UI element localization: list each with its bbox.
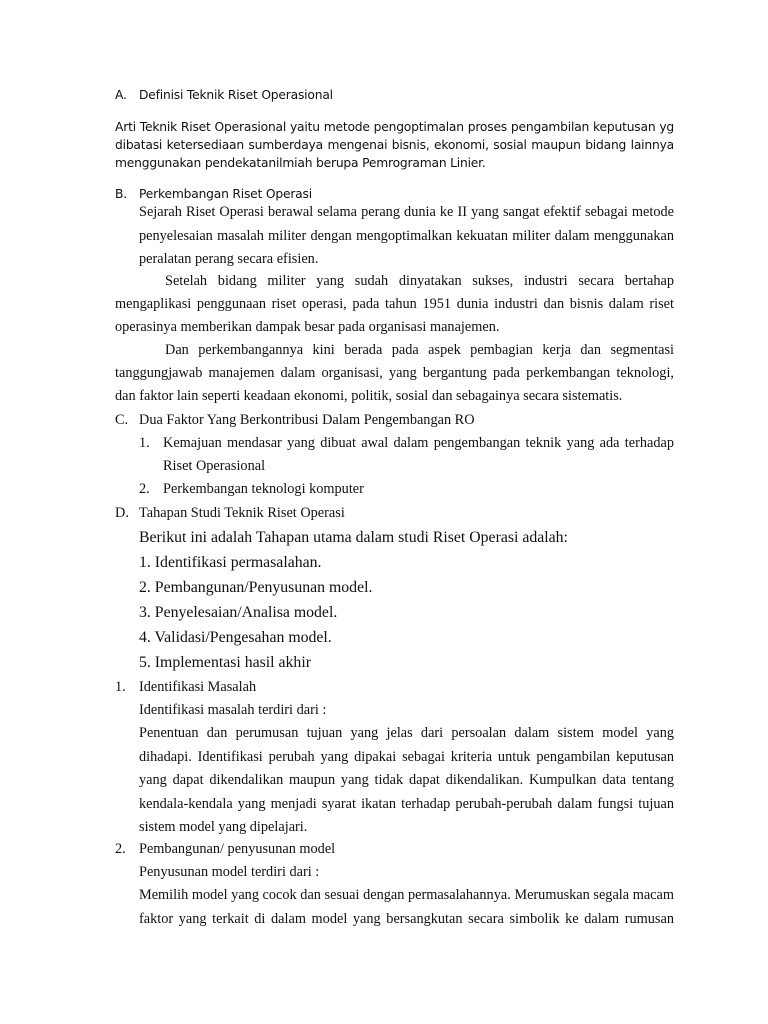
section-b-p1-line-3: peralatan perang secara efisien. bbox=[139, 251, 319, 267]
section-c-heading: Dua Faktor Yang Berkontribusi Dalam Pengembangan RO bbox=[139, 412, 475, 428]
section-b-p2-line-3: operasinya memberikan dampak besar pada organisasi manajemen. bbox=[115, 319, 500, 335]
step-1-paragraph-line-2: dihadapi. Identifikasi perubah yang dipakai sebagai kriteria untuk pengambilan keputusan bbox=[139, 749, 674, 765]
step-2-subheading: Penyusunan model terdiri dari : bbox=[139, 864, 320, 880]
section-c-item-2-line-1: Perkembangan teknologi komputer bbox=[163, 481, 364, 497]
section-d-step-5: 5. Implementasi hasil akhir bbox=[139, 654, 311, 671]
section-c-item-2-marker: 2. bbox=[139, 481, 150, 497]
section-d-heading: Tahapan Studi Teknik Riset Operasi bbox=[139, 505, 345, 521]
step-1-paragraph-line-1: Penentuan dan perumusan tujuan yang jelas dari persoalan dalam sistem model yang bbox=[139, 725, 674, 741]
section-d-step-2: 2. Pembangunan/Penyusunan model. bbox=[139, 579, 373, 596]
step-2-heading: Pembangunan/ penyusunan model bbox=[139, 841, 336, 857]
step-2-marker: 2. bbox=[115, 841, 126, 857]
section-c-item-1-line-2: Riset Operasional bbox=[163, 458, 266, 474]
section-b-p1-line-1: Sejarah Riset Operasi berawal selama perang dunia ke II yang sangat efektif sebagai metode bbox=[139, 204, 674, 220]
section-a-paragraph-line-2: dibatasi ketersediaan sumberdaya mengenai bisnis, ekonomi, sosial maupun bidang lainnya bbox=[115, 138, 674, 152]
step-2-paragraph-line-1: Memilih model yang cocok dan sesuai dengan permasalahannya. Merumuskan segala macam bbox=[139, 887, 674, 903]
step-1-paragraph-line-5: sistem model yang dipelajari. bbox=[139, 819, 308, 835]
section-b-p3-line-3: dan faktor lain seperti keadaan ekonomi, politik, sosial dan sebagainya secara sistematis. bbox=[115, 388, 623, 404]
step-1-heading: Identifikasi Masalah bbox=[139, 679, 257, 695]
section-d-step-1: 1. Identifikasi permasalahan. bbox=[139, 554, 322, 571]
section-d-step-4: 4. Validasi/Pengesahan model. bbox=[139, 629, 332, 646]
section-b-p2-line-1: Setelah bidang militer yang sudah dinyatakan sukses, industri secara bertahap bbox=[165, 273, 674, 289]
step-1-paragraph-line-4: kendala-kendala yang menjadi syarat ikatan terhadap perubah-perubah dalam fungsi tujuan bbox=[139, 796, 674, 812]
section-a-marker: A. bbox=[115, 88, 127, 102]
step-2-paragraph-line-2: faktor yang terkait di dalam model yang bersangkutan secara simbolik ke dalam rumusan bbox=[139, 911, 674, 927]
section-d-marker: D. bbox=[115, 505, 129, 521]
section-b-p2-line-2: mengaplikasi penggunaan riset operasi, pada tahun 1951 dunia industri dan bisnis dalam riset bbox=[115, 296, 674, 312]
section-a-heading: Definisi Teknik Riset Operasional bbox=[139, 88, 333, 102]
step-1-subheading: Identifikasi masalah terdiri dari : bbox=[139, 702, 327, 718]
section-c-item-1-line-1: Kemajuan mendasar yang dibuat awal dalam pengembangan teknik yang ada terhadap bbox=[163, 435, 674, 451]
section-a-paragraph-line-3: menggunakan pendekatanilmiah berupa Pemrograman Linier. bbox=[115, 156, 486, 170]
step-1-paragraph-line-3: yang dapat dikendalikan maupun yang tidak dapat dikendalikan. Kumpulkan data tentang bbox=[139, 772, 674, 788]
section-c-marker: C. bbox=[115, 412, 129, 428]
section-b-marker: B. bbox=[115, 187, 127, 201]
section-c-item-1-marker: 1. bbox=[139, 435, 150, 451]
section-b-p1-line-2: penyelesaian masalah militer dengan mengoptimalkan kekuatan militer dalam menggunakan bbox=[139, 228, 674, 244]
section-d-step-3: 3. Penyelesaian/Analisa model. bbox=[139, 604, 338, 621]
step-1-marker: 1. bbox=[115, 679, 126, 695]
section-d-intro: Berikut ini adalah Tahapan utama dalam studi Riset Operasi adalah: bbox=[139, 529, 568, 546]
section-a-paragraph-line-1: Arti Teknik Riset Operasional yaitu metode pengoptimalan proses pengambilan keputusan yg bbox=[115, 120, 674, 134]
section-b-p3-line-1: Dan perkembangannya kini berada pada aspek pembagian kerja dan segmentasi bbox=[165, 342, 674, 358]
section-b-heading: Perkembangan Riset Operasi bbox=[139, 187, 312, 201]
section-b-p3-line-2: tanggungjawab manajemen dalam organisasi, yang bergantung pada perkembangan teknologi, bbox=[115, 365, 674, 381]
